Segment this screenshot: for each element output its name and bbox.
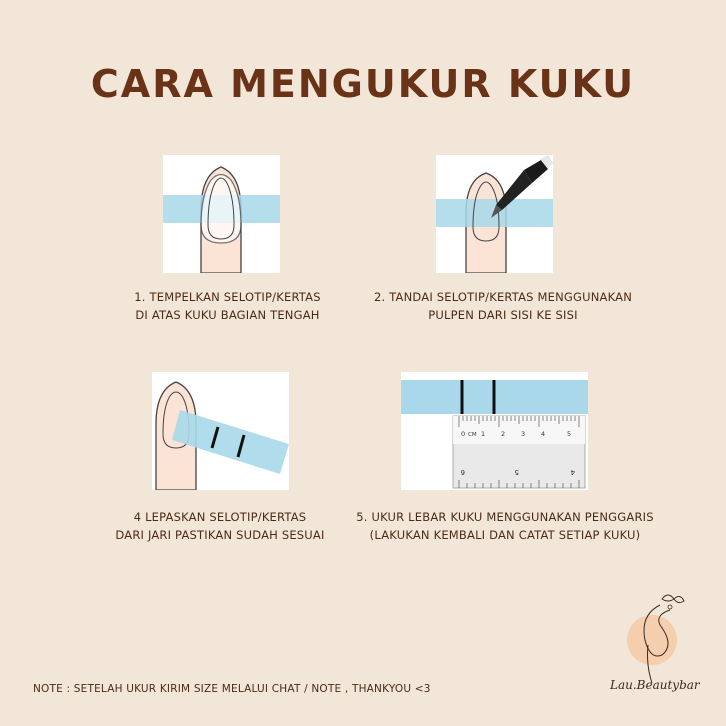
step-2-illustration [436,155,553,273]
step-2-line-2: PULPEN DARI SISI KE SISI [428,308,578,322]
step-3-line-2: DARI JARI PASTIKAN SUDAH SESUAI [115,528,325,542]
step-1-illustration [163,155,280,273]
ruler-top-3: 3 [521,430,526,438]
step-4-line-1: 5. UKUR LEBAR KUKU MENGGUNAKAN PENGGARIS [356,510,654,524]
ruler-measuring-illustration [401,372,588,490]
step-4-illustration [401,372,588,490]
ruler-bottom-4: 4 [570,468,575,476]
step-4-line-2: (LAKUKAN KEMBALI DAN CATAT SETIAP KUKU) [369,528,641,542]
step-1-line-1: 1. TEMPELKAN SELOTIP/KERTAS [134,290,321,304]
step-3-line-1: 4 LEPASKAN SELOTIP/KERTAS [133,510,307,524]
step-2-line-1: 2. TANDAI SELOTIP/KERTAS MENGGUNAKAN [373,290,633,304]
finger-marking-illustration [436,155,553,273]
footer-note: NOTE : SETELAH UKUR KIRIM SIZE MELALUI CHAT / NOTE , THANKYOU <3 [33,683,431,695]
ruler [453,416,585,488]
page-title: CARA MENGUKUR KUKU [90,62,636,106]
ruler-top-zero: 0 [461,430,466,438]
brand-name: Lau.Beautybar [610,678,700,692]
ruler-bottom-6: 6 [460,468,465,476]
ruler-top-4: 4 [541,430,546,438]
ruler-bottom-5: 5 [514,468,519,476]
step-1-caption [105,288,350,324]
step-4-caption [355,508,655,544]
finger-with-tape-illustration [163,155,280,273]
ruler-top-unit: CM [468,432,477,438]
ruler-top-5: 5 [567,430,572,438]
step-3-caption [100,508,340,544]
step-1-line-2: DI ATAS KUKU BAGIAN TENGAH [135,308,320,322]
ruler-top-2: 2 [501,430,506,438]
tape-removed-illustration [152,372,289,490]
ruler-top-1: 1 [481,430,486,438]
step-2-caption [352,288,654,324]
step-3-illustration [152,372,289,490]
